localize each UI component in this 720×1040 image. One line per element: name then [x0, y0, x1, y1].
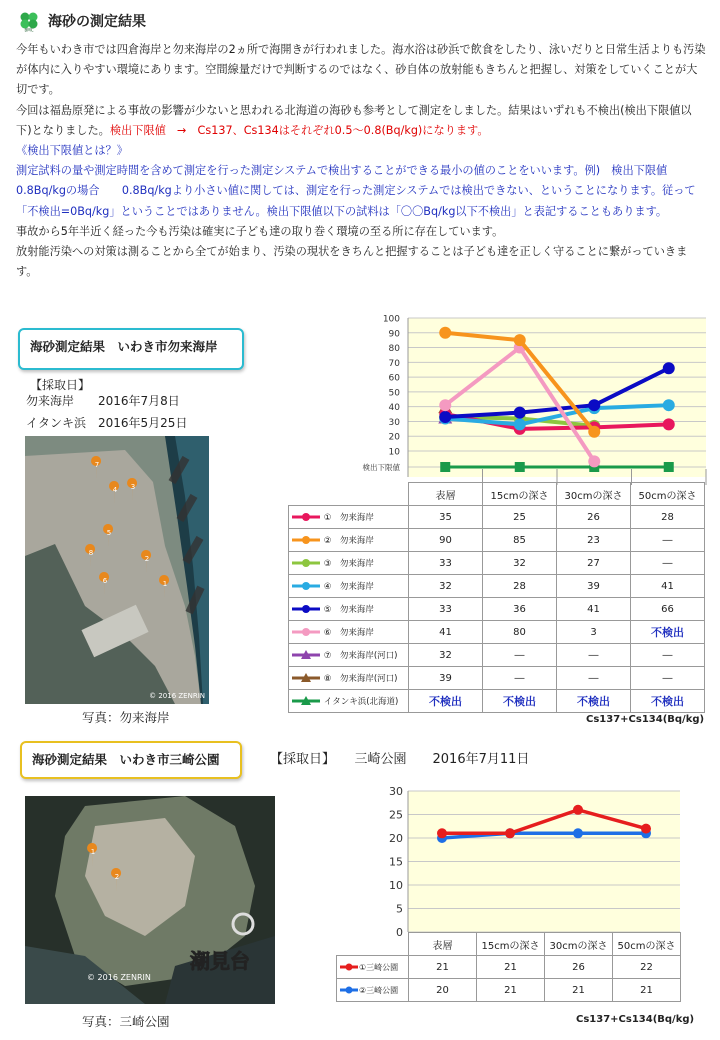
chart1-data-label: 28 [631, 506, 705, 529]
chart1-data-label: 32 [483, 552, 557, 575]
chart2-y-tick-label: 30 [389, 785, 403, 798]
chart2-point [641, 824, 651, 834]
chart1-table-row [289, 506, 705, 529]
chart1-legend-entry [289, 552, 409, 575]
chart2-category-label: 表層 [409, 933, 477, 956]
chart1-y-tick-label: 40 [388, 403, 400, 414]
page-title: 海砂の測定結果 [48, 14, 146, 30]
page-header [18, 10, 146, 32]
chart1-data-label: 3 [557, 621, 631, 644]
chart2-table-row [337, 956, 681, 979]
chart2-legend-label: ②三崎公園 [359, 985, 399, 995]
chart1-data-label: ― [631, 667, 705, 690]
legend-swatch-icon [291, 673, 321, 683]
chart1-point [514, 407, 526, 419]
chart1-point [439, 399, 451, 411]
section1-sample-line-1: 勿来海岸 2016年7月8日 [26, 394, 180, 408]
chart1-data-label: ― [557, 667, 631, 690]
chart1-point [588, 455, 600, 467]
intro-paragraph-2a: 今回は福島原発による事故の影響が少ないと思われる北海道の海砂も参考として測定をしました。結果はいずれも不検出(検出下限値以下)となりました。 [16, 103, 692, 137]
chart2-data-label: 22 [613, 956, 681, 979]
svg-text:1: 1 [162, 580, 168, 588]
clover-logo-icon [18, 10, 40, 32]
legend-swatch-icon [339, 962, 359, 972]
chart1-legend-label: ④ 勿来海岸 [321, 582, 374, 592]
photo1-copyright: © 2016 ZENRIN [149, 692, 205, 700]
chart1-data-label: 不検出 [631, 690, 705, 713]
chart1-legend-label: ⑥ 勿来海岸 [321, 628, 374, 638]
chart1-legend-entry [289, 667, 409, 690]
chart2-y-tick-label: 10 [389, 879, 403, 892]
chart1-table-row [289, 598, 705, 621]
section1-sample-line-2: イタンキ浜 2016年5月25日 [26, 416, 188, 430]
chart2-table-corner [337, 933, 409, 956]
chart1-data-label: 25 [483, 506, 557, 529]
chart1-table-row [289, 529, 705, 552]
chart2-y-tick-label: 20 [389, 832, 403, 845]
chart1-data-label: ― [631, 644, 705, 667]
logo-text: BMC [24, 27, 34, 32]
svg-text:8: 8 [88, 549, 94, 557]
chart1-legend-entry [289, 506, 409, 529]
shiomidai-label: 潮見台 [190, 949, 250, 973]
chart1-data-label: 23 [557, 529, 631, 552]
chart2-data-label: 21 [477, 956, 545, 979]
detection-limit-note: 検出下限値 → Cs137、Cs134はそれぞれ0.5～0.8(Bq/kg)になります。 [109, 123, 489, 137]
chart1-data-label: ― [631, 552, 705, 575]
chart1-table-row [289, 552, 705, 575]
chart2-category-label: 50cmの深さ [613, 933, 681, 956]
chart1-data-label: 26 [557, 506, 631, 529]
chart1-legend-label: ⑧ 勿来海岸(河口) [321, 674, 398, 684]
chart2-point [573, 805, 583, 815]
chart1-legend-entry [289, 575, 409, 598]
chart2-legend-entry [337, 956, 409, 979]
chart1-data-label: 36 [483, 598, 557, 621]
chart1-data-label: 不検出 [483, 690, 557, 713]
svg-text:3: 3 [130, 483, 136, 491]
chart1-table-row [289, 644, 705, 667]
chart1-data-label: 不検出 [631, 621, 705, 644]
chart1-y-tick-label: 80 [388, 344, 400, 355]
chart1-legend-label: ① 勿来海岸 [321, 513, 374, 523]
chart1-data-label: 85 [483, 529, 557, 552]
chart2-data-label: 21 [545, 979, 613, 1002]
legend-swatch-icon [339, 985, 359, 995]
aerial-photo-nakoso-beach [25, 436, 209, 704]
legend-swatch-icon [291, 650, 321, 660]
section2-sample-line: 【採取日】 三崎公園 2016年7月11日 [270, 752, 530, 767]
intro-paragraph-2 [16, 101, 706, 141]
legend-swatch-icon [291, 627, 321, 637]
chart1-table-row [289, 690, 705, 713]
legend-swatch-icon [291, 604, 321, 614]
chart2-data-label: 21 [477, 979, 545, 1002]
chart1-legend-label: ⑤ 勿来海岸 [321, 605, 374, 615]
chart2-category-label: 15cmの深さ [477, 933, 545, 956]
section1-title: 海砂測定結果 いわき市勿来海岸 [18, 328, 244, 370]
chart2-y-tick-label: 0 [396, 926, 403, 938]
chart1-point [588, 399, 600, 411]
chart1-data-label: 90 [409, 529, 483, 552]
chart2-data-label: 21 [613, 979, 681, 1002]
chart1-legend-entry [289, 621, 409, 644]
chart1-legend-label: ⑦ 勿来海岸(河口) [321, 651, 398, 661]
chart1-y-tick-label: 70 [388, 358, 400, 369]
chart1-data-label: 41 [409, 621, 483, 644]
chart1-table-row [289, 667, 705, 690]
chart1-data-label: 39 [557, 575, 631, 598]
chart2-y-tick-label: 15 [389, 855, 403, 869]
intro-paragraph-1: 今年もいわき市では四倉海岸と勿来海岸の2ヵ所で海開きが行われました。海水浴は砂浜で飲食をしたり、泳いだりと日常生活よりも汚染が体内に入りやすい環境にあります。空間線量だけで判断するのではなく、砂自体の放射能もきちんと把握し、対策をしていくことが大切です。 [16, 43, 706, 97]
chart1-y-tick-label: 50 [388, 388, 400, 399]
chart1-point [439, 411, 451, 423]
chart1-data-label: 不検出 [409, 690, 483, 713]
chart2-point [573, 828, 583, 838]
chart1-category-label: 30cmの深さ [557, 483, 631, 506]
chart1-data-label: ― [631, 529, 705, 552]
chart1-data-label: ― [483, 644, 557, 667]
chart1-unit-label: Cs137+Cs134(Bq/kg) [586, 714, 705, 725]
legend-swatch-icon [291, 696, 321, 706]
section2-title: 海砂測定結果 いわき市三崎公園 [20, 741, 242, 779]
aerial-photo-misaki-park [25, 796, 275, 1004]
chart1-y-tick-label: 100 [382, 314, 400, 325]
chart1-category-label: 50cmの深さ [631, 483, 705, 506]
chart1-legend-label: ② 勿来海岸 [321, 536, 374, 546]
intro-text [16, 40, 706, 282]
chart1-data-label: ― [557, 644, 631, 667]
chart1-point [588, 426, 600, 438]
legend-swatch-icon [291, 558, 321, 568]
chart2-table-row [337, 979, 681, 1002]
chart2-unit-label: Cs137+Cs134(Bq/kg) [576, 1014, 695, 1025]
intro-paragraph-3: 事故から5年半近く経った今も汚染は確実に子ども達の取り巻く環境の至る所に存在しています。 [16, 224, 504, 238]
chart1-table-row [289, 621, 705, 644]
chart1-data-label: 80 [483, 621, 557, 644]
chart1-y-tick-label: 60 [388, 373, 400, 384]
chart1-table-header-row [289, 483, 705, 506]
chart1-category-label: 15cmの深さ [483, 483, 557, 506]
chart1-detection-limit-tick-label: 検出下限値 [362, 463, 400, 472]
legend-swatch-icon [291, 581, 321, 591]
chart2-data-label: 26 [545, 956, 613, 979]
chart1-data-label: 不検出 [557, 690, 631, 713]
chart1-legend-entry [289, 598, 409, 621]
chart2-line-chart [380, 782, 682, 938]
legend-swatch-icon [291, 512, 321, 522]
svg-text:6: 6 [102, 577, 108, 585]
chart1-data-label: 28 [483, 575, 557, 598]
chart1-point [515, 462, 525, 472]
svg-text:5: 5 [106, 529, 112, 537]
question-title: 《検出下限値とは？》 [16, 144, 128, 158]
chart1-point [664, 462, 674, 472]
chart1-legend-label: ③ 勿来海岸 [321, 559, 374, 569]
svg-text:7: 7 [94, 461, 100, 469]
chart1-legend-entry [289, 644, 409, 667]
chart1-point [514, 418, 526, 430]
chart1-data-label: 66 [631, 598, 705, 621]
chart1-data-label: 35 [409, 506, 483, 529]
chart1-y-tick-label: 20 [388, 432, 400, 443]
chart2-data-label: 21 [409, 956, 477, 979]
svg-text:1: 1 [90, 848, 96, 856]
chart2-point [505, 828, 515, 838]
chart1-point [440, 462, 450, 472]
chart2-data-label: 20 [409, 979, 477, 1002]
chart1-table-corner [289, 483, 409, 506]
chart1-point [663, 362, 675, 374]
chart1-data-label: 33 [409, 552, 483, 575]
intro-paragraph-4: 放射能汚染への対策は測ることから全てが始まり、汚染の現状をきちんと把握することは子ども達を正しく守ることに繋がっていきます。 [16, 245, 688, 279]
chart1-legend-entry [289, 690, 409, 713]
photo1-caption: 写真：勿来海岸 [82, 710, 170, 725]
photo2-copyright: © 2016 ZENRIN [87, 973, 151, 982]
chart1-data-label: 41 [631, 575, 705, 598]
svg-text:2: 2 [144, 555, 150, 563]
question-body: 測定試料の量や測定時間を含めて測定を行った測定システムで検出することができる最小の値のことをいいます。例) 検出下限値0.8Bq/kgの場合 0.8Bq/kgより小さい値に関しては、測定を行った測定システムでは検出できない、ということになります。従って「不検出=0Bq/kg」ということではありません。検出下限値以下の試料は「〇〇Bq/kg以下不検出」と表記することもあります。 [16, 164, 696, 218]
chart1-data-label: 32 [409, 644, 483, 667]
legend-swatch-icon [291, 535, 321, 545]
chart1-line-chart [340, 310, 708, 486]
chart1-point [439, 327, 451, 339]
chart1-category-label: 表層 [409, 483, 483, 506]
chart2-y-tick-label: 5 [396, 902, 403, 916]
chart2-legend-label: ①三崎公園 [359, 962, 399, 972]
chart1-point [514, 334, 526, 346]
chart1-y-tick-label: 30 [388, 417, 400, 428]
chart1-table-row [289, 575, 705, 598]
chart2-data-table [336, 932, 681, 1002]
chart1-data-label: 27 [557, 552, 631, 575]
chart2-point [437, 828, 447, 838]
chart1-y-tick-label: 10 [388, 447, 400, 458]
chart1-legend-label: イタンキ浜(北海道) [321, 697, 399, 707]
chart1-point [663, 399, 675, 411]
chart1-data-label: 32 [409, 575, 483, 598]
chart1-data-label: 41 [557, 598, 631, 621]
photo2-caption: 写真：三崎公園 [82, 1014, 170, 1029]
svg-text:2: 2 [114, 873, 120, 881]
chart2-y-tick-label: 25 [389, 808, 403, 822]
chart1-data-label: 33 [409, 598, 483, 621]
chart1-data-label: 39 [409, 667, 483, 690]
chart2-legend-entry [337, 979, 409, 1002]
chart1-data-table [288, 482, 705, 713]
chart2-category-label: 30cmの深さ [545, 933, 613, 956]
chart1-data-label: ― [483, 667, 557, 690]
chart1-point [663, 418, 675, 430]
svg-text:4: 4 [112, 486, 118, 494]
chart2-table-header-row [337, 933, 681, 956]
chart1-legend-entry [289, 529, 409, 552]
section1-sample-label: 【採取日】 [30, 378, 91, 392]
chart1-y-tick-label: 90 [388, 329, 400, 340]
